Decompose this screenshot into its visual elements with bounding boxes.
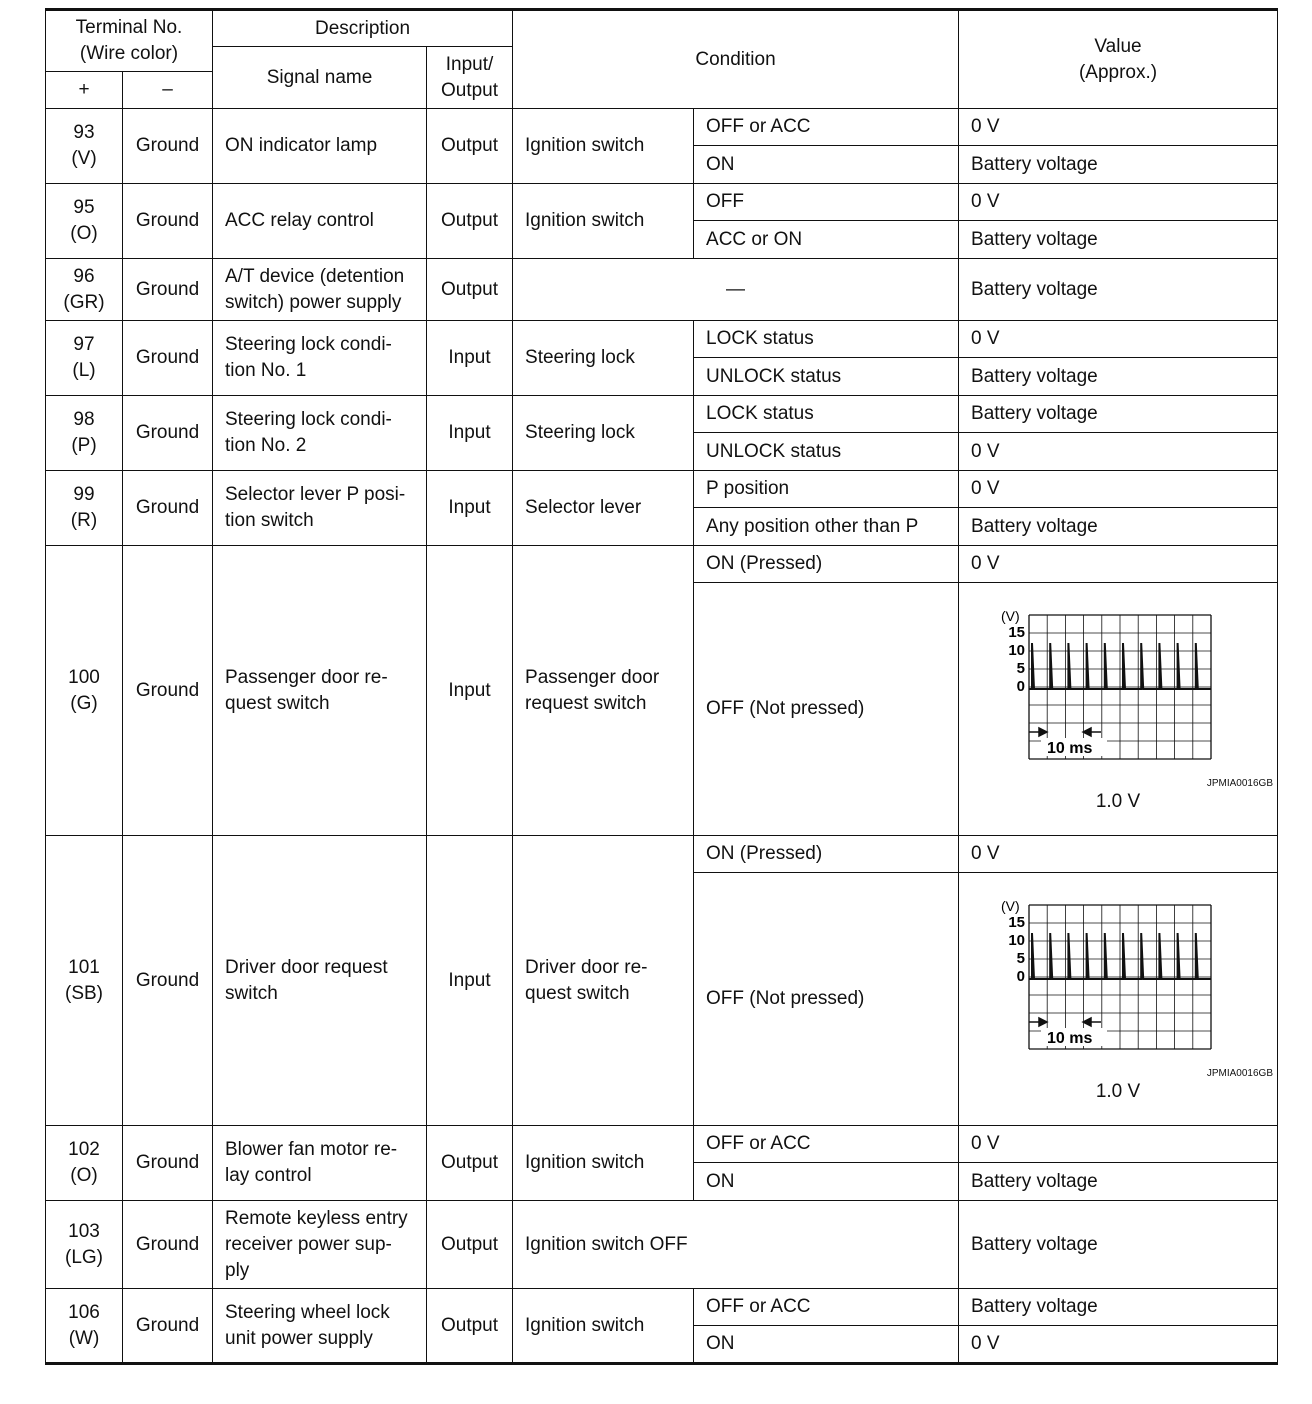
table-row xyxy=(46,184,1278,221)
value-cell: 0 V xyxy=(959,1326,1278,1364)
sub-condition-cell: OFF xyxy=(694,184,959,221)
axis-unit: (V) xyxy=(1001,898,1020,914)
condition-cell: Ignition switch xyxy=(513,1289,694,1364)
terminal-cell: 99 (R) xyxy=(46,471,123,546)
sub-condition-cell: ON (Pressed) xyxy=(694,836,959,873)
sub-condition-cell: UNLOCK status xyxy=(694,433,959,471)
io-cell: Input xyxy=(427,836,513,1126)
value-cell: Battery voltage xyxy=(959,1289,1278,1326)
header-value: Value (Approx.) xyxy=(959,10,1278,109)
header-plus: + xyxy=(46,72,123,109)
ground-cell: Ground xyxy=(123,184,213,259)
time-label: 10 ms xyxy=(1047,1030,1093,1047)
table-row xyxy=(46,396,1278,433)
signal-name-cell: Passenger door re- quest switch xyxy=(213,546,427,836)
value-cell: Battery voltage xyxy=(959,358,1278,396)
condition-cell: Steering lock xyxy=(513,321,694,396)
sub-condition-cell: ON xyxy=(694,146,959,184)
table-row xyxy=(46,109,1278,146)
header-io: Input/ Output xyxy=(427,47,513,109)
table-row xyxy=(46,259,1278,321)
figure-code: JPMIA0016GB xyxy=(1206,1068,1274,1079)
tick-label: 5 xyxy=(1016,660,1026,677)
condition-cell: — xyxy=(513,259,959,321)
sub-condition-cell: ON xyxy=(694,1326,959,1364)
terminal-cell: 101 (SB) xyxy=(46,836,123,1126)
terminal-cell: 95 (O) xyxy=(46,184,123,259)
terminal-cell: 100 (G) xyxy=(46,546,123,836)
table-row xyxy=(46,321,1278,358)
header-minus: – xyxy=(123,72,213,109)
value-cell: Battery voltage xyxy=(959,508,1278,546)
value-cell: Battery voltage xyxy=(959,146,1278,184)
signal-name-cell: ON indicator lamp xyxy=(213,109,427,184)
value-cell: 0 V xyxy=(959,1126,1278,1163)
waveform xyxy=(959,889,1277,1109)
io-cell: Input xyxy=(427,321,513,396)
sub-condition-cell: UNLOCK status xyxy=(694,358,959,396)
waveform-cell xyxy=(959,583,1278,836)
tick-label: 5 xyxy=(1016,950,1026,967)
value-cell: 0 V xyxy=(959,184,1278,221)
figure-code: JPMIA0016GB xyxy=(1206,778,1274,789)
waveform xyxy=(959,599,1277,819)
waveform-value: 1.0 V xyxy=(1095,1081,1141,1102)
waveform-value: 1.0 V xyxy=(1095,791,1141,812)
value-cell: Battery voltage xyxy=(959,221,1278,259)
io-cell: Output xyxy=(427,1289,513,1364)
io-cell: Input xyxy=(427,396,513,471)
terminal-cell: 103 (LG) xyxy=(46,1201,123,1289)
signal-name-cell: Steering lock condi- tion No. 1 xyxy=(213,321,427,396)
tick-label: 0 xyxy=(1016,678,1026,695)
io-cell: Output xyxy=(427,1126,513,1201)
signal-name-cell: ACC relay control xyxy=(213,184,427,259)
condition-cell: Driver door re- quest switch xyxy=(513,836,694,1126)
sub-condition-cell: OFF or ACC xyxy=(694,1289,959,1326)
terminal-cell: 97 (L) xyxy=(46,321,123,396)
sub-condition-cell: LOCK status xyxy=(694,321,959,358)
value-cell: 0 V xyxy=(959,546,1278,583)
table-row xyxy=(46,1126,1278,1163)
sub-condition-cell: OFF or ACC xyxy=(694,109,959,146)
sub-condition-cell: ON (Pressed) xyxy=(694,546,959,583)
time-label: 10 ms xyxy=(1047,740,1093,757)
condition-cell: Passenger door request switch xyxy=(513,546,694,836)
condition-cell: Selector lever xyxy=(513,471,694,546)
tick-label: 15 xyxy=(1008,914,1026,931)
io-cell: Output xyxy=(427,1201,513,1289)
io-cell: Input xyxy=(427,471,513,546)
signal-name-cell: Steering wheel lock unit power supply xyxy=(213,1289,427,1364)
io-cell: Input xyxy=(427,546,513,836)
ground-cell: Ground xyxy=(123,1126,213,1201)
signal-name-cell: A/T device (detention switch) power supply xyxy=(213,259,427,321)
value-cell: 0 V xyxy=(959,109,1278,146)
table-row xyxy=(46,471,1278,508)
terminal-cell: 96 (GR) xyxy=(46,259,123,321)
header-terminal: Terminal No. (Wire color) xyxy=(46,10,213,72)
sub-condition-cell: OFF (Not pressed) xyxy=(694,873,959,1126)
table-row xyxy=(46,546,1278,583)
ground-cell: Ground xyxy=(123,109,213,184)
ground-cell: Ground xyxy=(123,1289,213,1364)
table-row xyxy=(46,836,1278,873)
terminal-cell: 98 (P) xyxy=(46,396,123,471)
signal-name-cell: Steering lock condi- tion No. 2 xyxy=(213,396,427,471)
io-cell: Output xyxy=(427,109,513,184)
value-cell: Battery voltage xyxy=(959,1201,1278,1289)
sub-condition-cell: ACC or ON xyxy=(694,221,959,259)
waveform-plot xyxy=(979,605,1219,765)
waveform-cell xyxy=(959,873,1278,1126)
header-description: Description xyxy=(213,10,513,47)
ground-cell: Ground xyxy=(123,546,213,836)
waveform-plot xyxy=(979,895,1219,1055)
terminal-cell: 106 (W) xyxy=(46,1289,123,1364)
condition-cell: Ignition switch xyxy=(513,184,694,259)
value-cell: Battery voltage xyxy=(959,259,1278,321)
table-row xyxy=(46,1201,1278,1289)
condition-cell: Ignition switch OFF xyxy=(513,1201,959,1289)
sub-condition-cell: OFF (Not pressed) xyxy=(694,583,959,836)
io-cell: Output xyxy=(427,184,513,259)
signal-name-cell: Selector lever P posi- tion switch xyxy=(213,471,427,546)
signal-name-cell: Remote keyless entry receiver power sup- ply xyxy=(213,1201,427,1289)
terminal-cell: 102 (O) xyxy=(46,1126,123,1201)
tick-label: 15 xyxy=(1008,624,1026,641)
value-cell: 0 V xyxy=(959,836,1278,873)
value-cell: 0 V xyxy=(959,321,1278,358)
tick-label: 10 xyxy=(1008,932,1026,949)
value-cell: 0 V xyxy=(959,471,1278,508)
value-cell: Battery voltage xyxy=(959,396,1278,433)
terminal-cell: 93 (V) xyxy=(46,109,123,184)
value-cell: 0 V xyxy=(959,433,1278,471)
condition-cell: Ignition switch xyxy=(513,1126,694,1201)
signal-name-cell: Driver door request switch xyxy=(213,836,427,1126)
ground-cell: Ground xyxy=(123,259,213,321)
condition-cell: Ignition switch xyxy=(513,109,694,184)
sub-condition-cell: OFF or ACC xyxy=(694,1126,959,1163)
axis-unit: (V) xyxy=(1001,608,1020,624)
sub-condition-cell: P position xyxy=(694,471,959,508)
sub-condition-cell: LOCK status xyxy=(694,396,959,433)
header-signal-name: Signal name xyxy=(213,47,427,109)
sub-condition-cell: Any position other than P xyxy=(694,508,959,546)
signal-name-cell: Blower fan motor re- lay control xyxy=(213,1126,427,1201)
io-cell: Output xyxy=(427,259,513,321)
tick-label: 10 xyxy=(1008,642,1026,659)
ground-cell: Ground xyxy=(123,396,213,471)
ground-cell: Ground xyxy=(123,836,213,1126)
tick-label: 0 xyxy=(1016,968,1026,985)
condition-cell: Steering lock xyxy=(513,396,694,471)
table-row xyxy=(46,1289,1278,1326)
ground-cell: Ground xyxy=(123,471,213,546)
terminal-table xyxy=(45,8,1278,1365)
ground-cell: Ground xyxy=(123,321,213,396)
value-cell: Battery voltage xyxy=(959,1163,1278,1201)
header-condition: Condition xyxy=(513,10,959,109)
sub-condition-cell: ON xyxy=(694,1163,959,1201)
ground-cell: Ground xyxy=(123,1201,213,1289)
